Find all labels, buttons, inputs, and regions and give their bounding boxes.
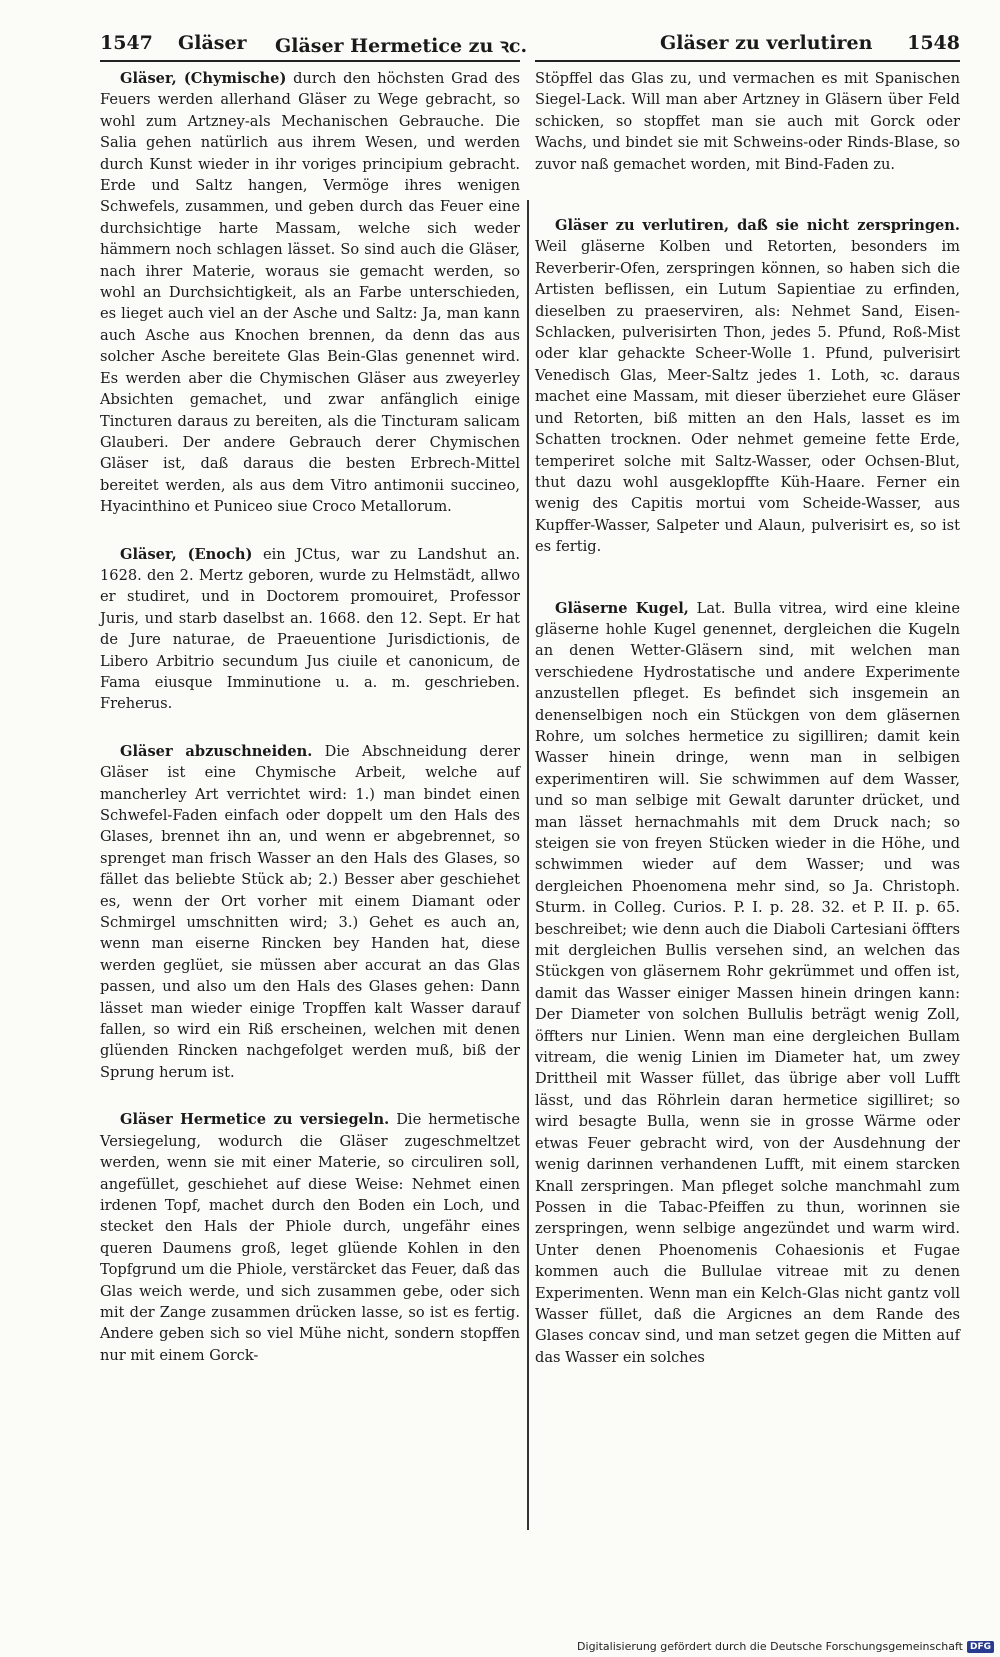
entry-text: Die Abschneidung derer Gläser ist eine Chymische Arbeit, welche auf mancherley Art verrichtet wird: 1.) man bindet einen Schwefel-Faden einfach oder doppelt um den Hals des Glases, brennet ihn an, und wenn er abgebrennet, so sprenget man frisch Wasser an den Hals des Glases, so fället das beliebte Stück ab; 2.) Besser aber geschiehet es, wenn der Ort vorher mit einem Diamant oder Schmirgel umschnitten wird; 3.) Gehet es auch an, wenn man eiserne Rincken bey Handen hat, diese werden geglüet, sie müssen aber accurat an das Glas passen, und also um den Hals des Glases gehen: Dann lässet man wieder einige Tropffen kalt Wasser darauf fallen, so wird ein Riß erscheinen, welchen mit denen glüenden Rincken nachgefolget werden muß, biß der Sprung herum ist. bbox=[100, 742, 520, 1081]
entry-text: durch den höchsten Grad des Feuers werden allerhand Gläser zu Wege gebracht, so wohl zum Artzney-als Mechanischen Gebrauche. Die Salia gehen natürlich aus ihrem Wesen, und werden durch Kunst wieder in ihr voriges principium gebracht. Erde und Saltz hangen, Vermöge ihres wenigen Schwefels, zusammen, und geben durch das Feuer eine durchsichtige harte Massam, welche sich weder hämmern noch schlagen lässet. So sind auch die Gläser, nach ihrer Materie, woraus sie gemacht werden, so wohl an Durchsichtigkeit, als an Farbe unterschieden, es lieget auch viel an der Asche und Saltz: Ja, man kann auch Asche aus Knochen brennen, da denn das aus solcher Asche bereitete Glas Bein-Glas genennet wird. Es werden aber die Chymischen Gläser aus zweyerley Absichten gemachet, und zwar anfänglich einige Tincturen daraus zu bereiten, als die Tincturam salicam Glauberi. Der andere Gebrauch derer Chymischen Gläser ist, daß daraus die besten Erbrech-Mittel bereitet werden, als aus dem Vitro antimonii succineo, Hyacinthino et Puniceo siue Croco Metallorum. bbox=[100, 70, 520, 516]
entry-glaeserne-kugel bbox=[535, 598, 960, 1369]
entry-text: Lat. Bulla vitrea, wird eine kleine gläserne hohle Kugel genennet, dergleichen die Kugeln an denen Wetter-Gläsern sind, mit welchen man verschiedene Hydrostatische und andere Experimente anzustellen pfleget. Es befindet sich insgemein an denenselbigen noch ein Stückgen von dem gläsernen Rohre, um solches hermetice zu sigilliren; damit kein Wasser hinein dringe, wenn man in selbigen experimentiren will. Sie schwimmen auf dem Wasser, und so man selbige mit Gewalt darunter drücket, und man lässet hernachmahls mit dem Druck nach; so steigen sie von freyen Stücken wieder in die Höhe, und schwimmen wieder auf dem Wasser; und was dergleichen Phoenomena mehr sind, so Ja. Christoph. Sturm. in Colleg. Curios. P. I. p. 28. 32. et P. II. p. 65. beschreibet; wie denn auch die Diaboli Cartesiani öffters mit dergleichen Bullis versehen sind, an welchen das Stückgen von gläsernem Rohr gekrümmet und offen ist, damit das Wasser einiger Massen hinein dringen kann: Der Diameter von solchen Bullulis beträgt wenig Zoll, öffters nur Linien. Wenn man eine dergleichen Bullam vitream, die wenig Linien im Diameter hat, um zwey Drittheil mit Wasser füllet, das übrige aber voll Lufft lässt, und das Röhrlein daran hermetice sigilliret; so wird besagte Bulla, wenn sie in grosse Wärme oder etwas Feuer gebracht wird, von der Ausdehnung der wenig darinnen verhandenen Lufft, mit einem starcken Knall zerspringen. Man pfleget solche manchmahl zum Possen in die Tabac-Pfeiffen zu thun, worinnen sie zerspringen, wenn selbige angezündet und warm wird. Unter denen Phoenomenis Cohaesionis et Fugae kommen auch die Bullulae vitreae mit zu denen Experimenten. Wenn man ein Kelch-Glas nicht gantz voll Wasser füllet, daß die Argicnes an dem Rande des Glases concav sind, und man setzet gegen die Mitten auf das Wasser ein solches bbox=[535, 599, 960, 1366]
dfg-logo: DFG bbox=[967, 1641, 994, 1653]
digitization-credit bbox=[577, 1640, 994, 1653]
entry-continuation bbox=[535, 68, 960, 175]
entry-text: Weil gläserne Kolben und Retorten, besonders im Reverberir-Ofen, zerspringen können, so haben sich die Artisten beflissen, ein Lutum Sapientiae zu erfinden, dieselben zu praeserviren, als: Nehmet Sand, Eisen-Schlacken, pulverisirten Thon, jedes 5. Pfund, Roß-Mist oder klar gehackte Scheer-Wolle 1. Pfund, pulverisirt Venedisch Glas, Meer-Saltz jedes 1. Loth, ꝛc. daraus machet eine Massam, mit dieser überziehet eure Gläser und Retorten, biß mitten an den Hals, lasset es im Schatten trocknen. Oder nehmet gemeine fette Erde, temperiret solche mit Saltz-Wasser, oder Ochsen-Blut, thut dazu wohl ausgeklopffte Küh-Haare. Ferner ein wenig des Capitis mortui vom Scheide-Wasser, aus Kupffer-Wasser, Salpeter und Alaun, pulverisirt es, so ist es fertig. bbox=[535, 238, 960, 556]
entry-lemma: Gläser zu verlutiren, daß sie nicht zerspringen. bbox=[555, 217, 960, 235]
entry-glaeser-verlutiren bbox=[535, 215, 960, 558]
entry-glaeser-hermetice bbox=[100, 1109, 520, 1366]
column-divider bbox=[527, 210, 529, 1530]
left-column bbox=[100, 68, 520, 1366]
entry-lemma: Gläser, (Chymische) bbox=[120, 70, 287, 87]
running-head-middle: Gläser Hermetice zu ꝛc. bbox=[275, 35, 528, 57]
page-number-left: 1547 bbox=[100, 32, 153, 54]
running-head-left: Gläser bbox=[178, 32, 247, 54]
header-rule-left bbox=[100, 60, 520, 62]
entry-lemma: Gläser, (Enoch) bbox=[120, 545, 253, 563]
credit-text: Digitalisierung gefördert durch die Deutsche Forschungsgemeinschaft bbox=[577, 1640, 963, 1653]
entry-glaeser-abzuschneiden bbox=[100, 741, 520, 1084]
right-column bbox=[535, 68, 960, 1368]
entry-text: ein JCtus, war zu Landshut an. 1628. den 2. Mertz geboren, wurde zu Helmstädt, allwo er studiret, und in Doctorem promouiret, Professor Juris, und starb daselbst an. 1668. den 12. Sept. Er hat de Jure naturae, de Praeuentione Jurisdictionis, de Libero Arbitrio secundum Jus ciuile et canonicum, de Fama eiusque Imminutione u. a. m. geschrieben. Freherus. bbox=[100, 545, 520, 713]
entry-lemma: Gläser abzuschneiden. bbox=[120, 742, 313, 760]
entry-lemma: Gläser Hermetice zu versiegeln. bbox=[120, 1111, 390, 1129]
page-header bbox=[100, 28, 960, 62]
entry-text: Stöpffel das Glas zu, und vermachen es mit Spanischen Siegel-Lack. Will man aber Artzney in Gläsern über Feld schicken, so stopffet man sie auch mit Gorck oder Wachs, und bindet sie mit Schweins-oder Rinds-Blase, so zuvor naß gemachet worden, mit Bind-Faden zu. bbox=[535, 70, 960, 173]
running-head-right: Gläser zu verlutiren bbox=[660, 32, 873, 54]
page-number-right: 1548 bbox=[907, 32, 960, 54]
entry-glaeser-enoch bbox=[100, 544, 520, 715]
entry-text: Die hermetische Versiegelung, wodurch die Gläser zugeschmeltzet werden, wenn sie mit einer Materie, so circuliren soll, angefüllet, geschiehet auf diese Weise: Nehmet einen irdenen Topf, machet durch den Boden ein Loch, und stecket den Hals der Phiole durch, ungefähr eines queren Daumens groß, leget glüende Kohlen in den Topfgrund um die Phiole, verstärcket das Feuer, daß das Glas weich werde, und sich zusammen gebe, oder sich mit der Zange zusammen drücken lasse, so ist es fertig. Andere geben sich so viel Mühe nicht, sondern stopffen nur mit einem Gorck- bbox=[100, 1111, 520, 1364]
header-rule-right bbox=[535, 60, 960, 62]
entry-lemma: Gläserne Kugel, bbox=[555, 599, 689, 617]
entry-glaeser-chymische bbox=[100, 68, 520, 518]
